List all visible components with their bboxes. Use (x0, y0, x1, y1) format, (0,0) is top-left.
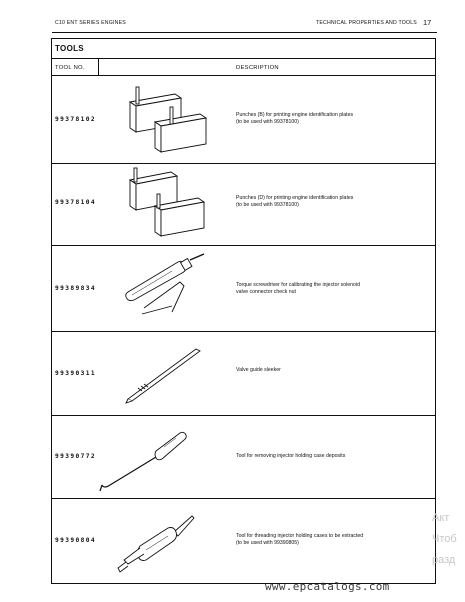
tool-number: 99390311 (55, 370, 97, 377)
table-divider (51, 245, 436, 246)
punches-icon (125, 80, 215, 158)
tool-number: 99389834 (55, 285, 97, 292)
table-divider (51, 331, 436, 332)
table-divider (51, 75, 436, 76)
tool-number: 99378102 (55, 116, 97, 123)
header-rule (52, 32, 437, 33)
watermark-side-text: Чтоб (432, 533, 457, 545)
tool-description: Valve guide sleeker (236, 367, 281, 373)
page-number: 17 (423, 18, 432, 27)
column-header-description: DESCRIPTION (236, 65, 279, 71)
running-header-left: C10 ENT SERIES ENGINES (55, 20, 126, 26)
punches-icon (125, 166, 215, 244)
valve-guide-sleeker-icon (122, 343, 212, 408)
torque-screwdriver-icon (122, 250, 212, 325)
tool-description: Tool for threading injector holding cases to be extracted (to be used with 99390805) (236, 533, 364, 547)
table-divider (51, 498, 436, 499)
running-header-right: TECHNICAL PROPERTIES AND TOOLS (316, 20, 417, 26)
tool-description: Punches (B) for printing engine identification plates (to be used with 99378100) (236, 112, 354, 126)
watermark-side-text: Акт (432, 512, 450, 524)
column-divider (98, 58, 99, 75)
section-title: TOOLS (55, 44, 84, 53)
table-divider (51, 415, 436, 416)
watermark-url: www.epcatalogs.com (265, 580, 390, 593)
tool-description: Tool for removing injector holding case deposits (236, 453, 346, 459)
watermark-side-text: разд (432, 554, 456, 566)
table-divider (51, 163, 436, 164)
tool-number: 99390772 (55, 453, 97, 460)
threading-tool-icon (112, 510, 207, 580)
tool-number: 99378104 (55, 199, 97, 206)
tool-description: Punches (D) for printing engine identification plates (to be used with 99378100) (236, 195, 354, 209)
column-header-tool-no: TOOL NO. (55, 65, 85, 71)
tool-description: Torque screwdriver for calibrating the injector solenoid valve connector check nut (236, 282, 360, 296)
tool-number: 99390804 (55, 537, 97, 544)
deposit-removal-tool-icon (98, 427, 198, 493)
table-divider (51, 58, 436, 59)
